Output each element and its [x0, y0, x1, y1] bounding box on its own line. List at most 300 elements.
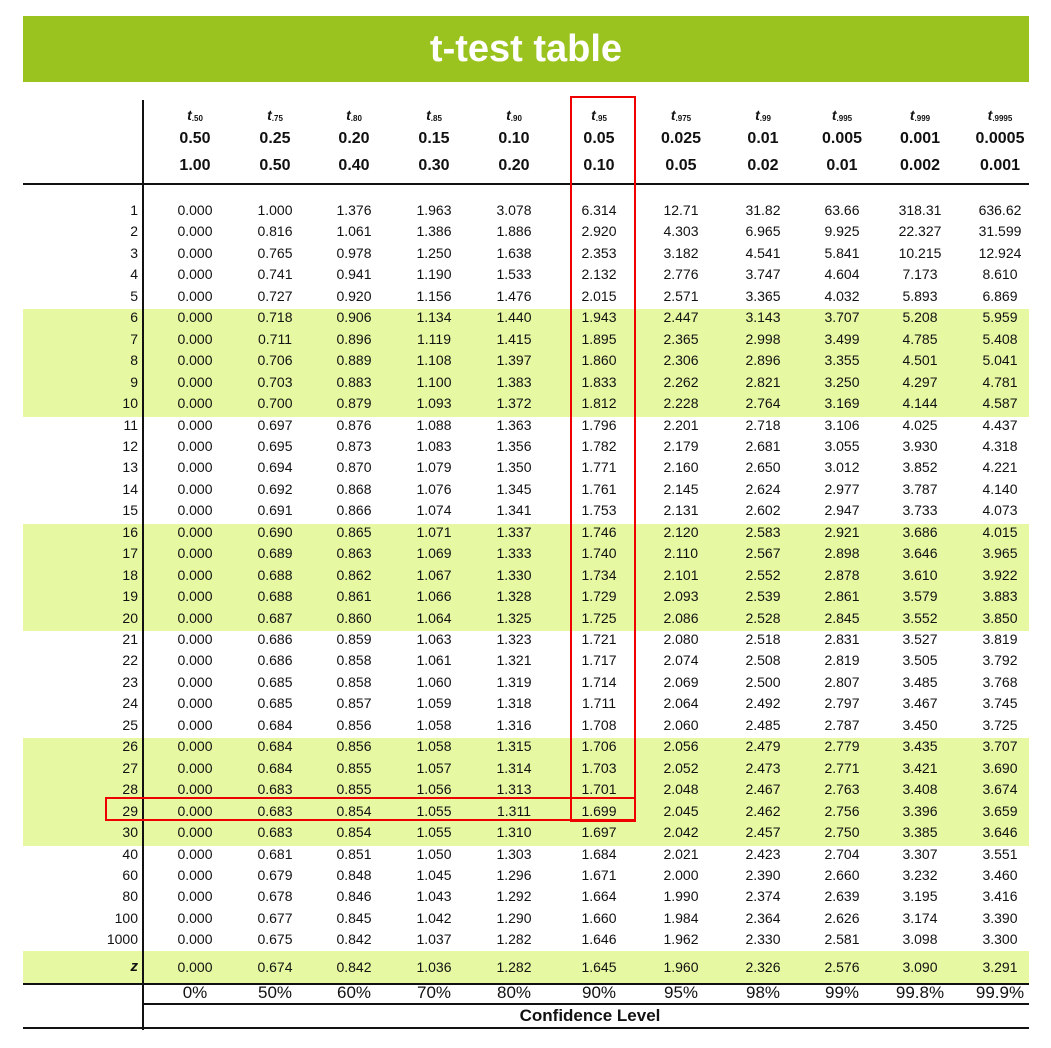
table-cell: 3.416	[982, 888, 1018, 905]
cum-prob-header	[960, 107, 1040, 123]
table-cell: 0.688	[257, 566, 293, 583]
table-cell: 1.156	[416, 287, 452, 304]
table-cell: 3.012	[824, 459, 860, 476]
table-cell: 1.684	[581, 845, 617, 862]
table-cell: 0.000	[177, 609, 213, 626]
table-cell: 2.528	[745, 609, 781, 626]
table-cell: 0.000	[177, 545, 213, 562]
bottom-rule	[23, 1027, 1029, 1029]
table-cell: 4.587	[982, 395, 1018, 412]
table-row	[0, 631, 1051, 653]
table-cell: 0.000	[177, 352, 213, 369]
table-cell: 2.423	[745, 845, 781, 862]
table-cell: 0.858	[336, 673, 372, 690]
cum-prob-subscript: .90	[510, 114, 522, 123]
table-cell: 2.473	[745, 759, 781, 776]
table-cell: 12.71	[663, 202, 699, 218]
table-cell: 0.855	[336, 781, 372, 798]
df-value: 4	[130, 266, 138, 283]
table-cell: 1.061	[336, 223, 372, 240]
table-cell: 4.032	[824, 287, 860, 304]
table-cell: 2.764	[745, 395, 781, 412]
table-cell: 0.691	[257, 502, 293, 519]
df-value: 60	[122, 866, 138, 883]
table-cell: 1.083	[416, 437, 452, 454]
t-symbol: t	[506, 107, 511, 123]
table-cell: 1.303	[496, 845, 532, 862]
table-cell: 2.845	[824, 609, 860, 626]
table-cell: 1.734	[581, 566, 617, 583]
table-cell: 0.683	[257, 802, 293, 819]
table-cell: 0.679	[257, 866, 293, 883]
confidence-level: 80%	[496, 983, 532, 1002]
table-cell: 0.000	[177, 931, 213, 948]
table-cell: 0.684	[257, 738, 293, 755]
table-cell: 2.145	[663, 480, 699, 497]
table-cell: 3.707	[824, 309, 860, 326]
table-cell: 1.134	[416, 309, 452, 326]
cum-prob-header	[641, 107, 721, 123]
table-cell: 3.733	[902, 502, 938, 519]
table-row	[0, 331, 1051, 353]
table-cell: 0.703	[257, 373, 293, 390]
table-row	[0, 695, 1051, 717]
cum-prob-header	[394, 107, 474, 123]
two-tails-value: 0.002	[899, 157, 941, 174]
table-cell: 2.660	[824, 866, 860, 883]
df-value: 40	[122, 845, 138, 862]
table-cell: 3.300	[982, 931, 1018, 948]
table-cell: 1.990	[663, 888, 699, 905]
table-cell: 1.671	[581, 866, 617, 883]
table-cell: 1.812	[581, 395, 617, 412]
table-cell: 2.228	[663, 395, 699, 412]
cum-prob-subscript: .85	[430, 114, 442, 123]
table-cell: 0.863	[336, 545, 372, 562]
one-tail-value: 0.20	[338, 130, 370, 147]
table-cell: 2.947	[824, 502, 860, 519]
z-value: 1.282	[496, 959, 532, 975]
df-value: 5	[130, 287, 138, 304]
table-cell: 3.707	[982, 738, 1018, 755]
two-tails-value: 0.30	[418, 157, 450, 174]
table-cell: 2.462	[745, 802, 781, 819]
table-cell: 1.646	[581, 931, 617, 948]
df-value: 6	[130, 309, 138, 326]
table-cell: 0.000	[177, 759, 213, 776]
table-cell: 0.000	[177, 373, 213, 390]
table-cell: 1.250	[416, 244, 452, 261]
table-cell: 1.771	[581, 459, 617, 476]
cum-prob-subscript: .99	[759, 114, 771, 123]
table-cell: 2.500	[745, 673, 781, 690]
table-cell: 2.718	[745, 416, 781, 433]
table-cell: 0.000	[177, 202, 213, 218]
table-row	[0, 309, 1051, 331]
table-cell: 0.854	[336, 802, 372, 819]
df-value: 7	[130, 330, 138, 347]
table-cell: 1.071	[416, 523, 452, 540]
table-cell: 3.505	[902, 652, 938, 669]
table-cell: 1.056	[416, 781, 452, 798]
table-cell: 1.064	[416, 609, 452, 626]
table-cell: 0.684	[257, 759, 293, 776]
table-cell: 1.316	[496, 716, 532, 733]
table-cell: 0.695	[257, 437, 293, 454]
table-cell: 3.659	[982, 802, 1018, 819]
header-rule	[23, 183, 1029, 185]
table-cell: 0.879	[336, 395, 372, 412]
table-cell: 1.119	[417, 330, 451, 347]
table-cell: 3.579	[902, 588, 938, 605]
table-cell: 3.485	[902, 673, 938, 690]
table-cell: 1.860	[581, 352, 617, 369]
df-value: 25	[122, 716, 138, 733]
table-cell: 1.833	[581, 373, 617, 390]
confidence-level: 0%	[182, 983, 208, 1002]
table-cell: 0.860	[336, 609, 372, 626]
z-value: 0.000	[177, 959, 213, 975]
two-tails-value: 0.20	[498, 157, 530, 174]
z-label: z	[130, 958, 138, 975]
table-cell: 1.341	[496, 502, 532, 519]
t-symbol: t	[831, 107, 837, 123]
table-cell: 1.325	[496, 609, 532, 626]
df-value: 22	[122, 652, 138, 669]
table-cell: 2.776	[663, 266, 699, 283]
table-cell: 0.889	[336, 352, 372, 369]
table-cell: 1.962	[663, 931, 699, 948]
table-cell: 1.310	[496, 824, 532, 841]
two-tails-value: 0.50	[259, 157, 291, 174]
df-value: 1000	[106, 931, 138, 948]
table-cell: 0.000	[177, 395, 213, 412]
df-value: 10	[122, 395, 138, 412]
table-cell: 1.063	[416, 631, 452, 647]
table-cell: 2.807	[824, 673, 860, 690]
confidence-level: 70%	[416, 983, 452, 1002]
table-cell: 1.318	[496, 695, 532, 712]
table-cell: 1.069	[416, 545, 452, 562]
confidence-rule	[142, 1003, 1029, 1005]
z-value: 1.645	[581, 959, 617, 975]
table-cell: 1.415	[496, 330, 532, 347]
table-cell: 2.756	[824, 802, 860, 819]
table-cell: 4.297	[902, 373, 938, 390]
table-cell: 3.460	[982, 866, 1018, 883]
table-cell: 7.173	[902, 266, 938, 283]
z-value: 1.036	[416, 959, 452, 975]
table-cell: 0.000	[177, 781, 213, 798]
table-cell: 3.106	[824, 416, 860, 433]
table-cell: 4.303	[663, 223, 699, 240]
table-cell: 2.306	[663, 352, 699, 369]
cum-prob-subscript: .80	[350, 114, 362, 123]
table-cell: 3.250	[824, 373, 860, 390]
table-cell: 1.356	[496, 437, 532, 454]
table-cell: 3.143	[745, 309, 781, 326]
table-cell: 0.677	[257, 909, 293, 926]
table-cell: 3.499	[824, 330, 860, 347]
two-tails-value: 1.00	[179, 157, 211, 174]
table-cell: 1.761	[581, 480, 617, 497]
table-cell: 5.408	[982, 330, 1018, 347]
table-cell: 3.610	[902, 566, 938, 583]
table-cell: 1.000	[257, 202, 293, 218]
table-cell: 3.232	[902, 866, 938, 883]
table-cell: 0.000	[177, 652, 213, 669]
table-cell: 0.688	[257, 588, 293, 605]
table-cell: 0.683	[257, 781, 293, 798]
table-cell: 1.290	[496, 909, 532, 926]
table-cell: 0.906	[336, 309, 372, 326]
df-value: 18	[122, 566, 138, 583]
table-cell: 2.681	[745, 437, 781, 454]
table-cell: 2.896	[745, 352, 781, 369]
table-cell: 1.319	[496, 673, 532, 690]
table-cell: 1.895	[581, 330, 617, 347]
table-cell: 2.467	[745, 781, 781, 798]
df-value: 28	[122, 781, 138, 798]
table-row	[0, 888, 1051, 910]
table-cell: 0.883	[336, 373, 372, 390]
table-cell: 1.383	[496, 373, 532, 390]
confidence-level: 95%	[663, 983, 699, 1002]
table-cell: 1.074	[416, 502, 452, 519]
table-cell: 0.862	[336, 566, 372, 583]
table-cell: 0.000	[177, 845, 213, 862]
table-cell: 0.000	[177, 459, 213, 476]
table-cell: 3.745	[982, 695, 1018, 712]
table-cell: 3.747	[745, 266, 781, 283]
table-cell: 2.998	[745, 330, 781, 347]
table-cell: 2.539	[745, 588, 781, 605]
table-cell: 1.397	[496, 352, 532, 369]
table-cell: 0.694	[257, 459, 293, 476]
table-cell: 1.721	[581, 631, 617, 647]
table-cell: 2.056	[663, 738, 699, 755]
table-cell: 1.057	[416, 759, 452, 776]
table-cell: 0.845	[336, 909, 372, 926]
table-cell: 2.704	[824, 845, 860, 862]
table-cell: 3.169	[824, 395, 860, 412]
table-cell: 1.638	[496, 244, 532, 261]
table-cell: 0.000	[177, 695, 213, 712]
t-symbol: t	[987, 107, 993, 123]
table-cell: 3.551	[982, 845, 1018, 862]
table-row	[0, 588, 1051, 610]
table-cell: 1.055	[416, 824, 452, 841]
table-cell: 2.750	[824, 824, 860, 841]
table-cell: 0.000	[177, 416, 213, 433]
table-cell: 2.479	[745, 738, 781, 755]
table-cell: 1.717	[581, 652, 617, 669]
cum-prob-header	[474, 107, 554, 123]
table-cell: 0.857	[336, 695, 372, 712]
table-cell: 2.518	[745, 631, 781, 647]
table-cell: 1.886	[496, 223, 532, 240]
table-cell: 1.108	[416, 352, 452, 369]
table-cell: 4.541	[745, 244, 781, 261]
df-value: 20	[122, 609, 138, 626]
cum-prob-header	[802, 107, 882, 123]
one-tail-value: 0.0005	[975, 130, 1025, 147]
t-symbol: t	[755, 107, 760, 123]
table-cell: 8.610	[982, 266, 1018, 283]
table-cell: 2.160	[663, 459, 699, 476]
table-cell: 1.943	[581, 309, 617, 326]
table-cell: 0.920	[336, 287, 372, 304]
table-cell: 0.000	[177, 523, 213, 540]
table-cell: 3.396	[902, 802, 938, 819]
two-tails-value: 0.05	[665, 157, 697, 174]
df-value: 80	[122, 888, 138, 905]
table-cell: 3.768	[982, 673, 1018, 690]
table-cell: 318.31	[898, 202, 942, 218]
table-cell: 1.386	[416, 223, 452, 240]
table-cell: 2.581	[824, 931, 860, 948]
table-cell: 1.476	[496, 287, 532, 304]
table-cell: 0.000	[177, 888, 213, 905]
table-cell: 0.765	[257, 244, 293, 261]
table-cell: 2.878	[824, 566, 860, 583]
table-cell: 3.385	[902, 824, 938, 841]
table-cell: 1.660	[581, 909, 617, 926]
table-cell: 3.883	[982, 588, 1018, 605]
table-cell: 0.856	[336, 716, 372, 733]
table-cell: 0.000	[177, 802, 213, 819]
table-cell: 3.098	[902, 931, 938, 948]
table-row	[0, 245, 1051, 267]
table-cell: 1.050	[416, 845, 452, 862]
confidence-level: 99%	[824, 983, 860, 1002]
table-cell: 1.782	[581, 437, 617, 454]
table-row	[0, 760, 1051, 782]
table-cell: 3.787	[902, 480, 938, 497]
table-cell: 1.753	[581, 502, 617, 519]
one-tail-value: 0.025	[660, 130, 702, 147]
table-cell: 0.687	[257, 609, 293, 626]
two-tails-value: 0.02	[747, 157, 779, 174]
table-cell: 1.045	[416, 866, 452, 883]
table-cell: 2.364	[745, 909, 781, 926]
table-cell: 31.82	[745, 202, 781, 218]
table-cell: 0.678	[257, 888, 293, 905]
table-cell: 1.058	[416, 738, 452, 755]
table-row	[0, 867, 1051, 889]
table-cell: 3.390	[982, 909, 1018, 926]
table-cell: 2.650	[745, 459, 781, 476]
table-row	[0, 910, 1051, 932]
table-cell: 1.963	[416, 202, 452, 218]
table-cell: 0.000	[177, 223, 213, 240]
cum-prob-header	[314, 107, 394, 123]
df-value: 16	[122, 523, 138, 540]
z-value: 1.960	[663, 959, 699, 975]
df-value: 19	[122, 588, 138, 605]
table-cell: 1.363	[496, 416, 532, 433]
table-cell: 2.262	[663, 373, 699, 390]
table-cell: 2.624	[745, 480, 781, 497]
table-cell: 3.852	[902, 459, 938, 476]
table-cell: 0.816	[257, 223, 293, 240]
table-cell: 1.313	[496, 781, 532, 798]
table-cell: 5.893	[902, 287, 938, 304]
two-tails-value: 0.10	[583, 157, 615, 174]
table-cell: 0.854	[336, 824, 372, 841]
df-value: 29	[122, 802, 138, 819]
table-cell: 0.873	[336, 437, 372, 454]
table-cell: 0.848	[336, 866, 372, 883]
confidence-level: 90%	[581, 983, 617, 1002]
table-row	[0, 202, 1051, 224]
table-cell: 1.282	[496, 931, 532, 948]
table-cell: 2.064	[663, 695, 699, 712]
cum-prob-header	[880, 107, 960, 123]
table-cell: 0.978	[336, 244, 372, 261]
table-cell: 3.078	[496, 202, 532, 218]
t-symbol: t	[591, 107, 596, 123]
table-cell: 1.060	[416, 673, 452, 690]
table-cell: 1.376	[336, 202, 372, 218]
table-row	[0, 223, 1051, 245]
one-tail-value: 0.01	[747, 130, 779, 147]
table-cell: 3.930	[902, 437, 938, 454]
table-cell: 1.796	[581, 416, 617, 433]
table-cell: 2.353	[581, 244, 617, 261]
table-cell: 2.101	[663, 566, 699, 583]
table-cell: 0.842	[336, 931, 372, 948]
z-value: 0.674	[257, 959, 293, 975]
table-cell: 1.088	[416, 416, 452, 433]
table-cell: 3.690	[982, 759, 1018, 776]
table-cell: 2.132	[581, 266, 617, 283]
cum-prob-subscript: .95	[595, 114, 607, 123]
table-row	[0, 417, 1051, 439]
table-cell: 3.182	[663, 244, 699, 261]
table-cell: 4.025	[902, 416, 938, 433]
table-cell: 2.977	[824, 480, 860, 497]
table-row	[0, 846, 1051, 868]
table-cell: 2.048	[663, 781, 699, 798]
table-cell: 0.000	[177, 566, 213, 583]
table-cell: 2.508	[745, 652, 781, 669]
table-cell: 0.711	[258, 330, 292, 347]
table-cell: 0.000	[177, 480, 213, 497]
table-row	[0, 567, 1051, 589]
table-cell: 9.925	[824, 223, 860, 240]
table-cell: 2.552	[745, 566, 781, 583]
table-cell: 2.000	[663, 866, 699, 883]
table-cell: 2.779	[824, 738, 860, 755]
table-cell: 0.727	[257, 287, 293, 304]
table-cell: 2.602	[745, 502, 781, 519]
table-cell: 3.307	[902, 845, 938, 862]
table-cell: 2.093	[663, 588, 699, 605]
t-symbol: t	[346, 107, 351, 123]
table-cell: 2.330	[745, 931, 781, 948]
table-cell: 3.819	[982, 631, 1018, 647]
highlight-column-box	[570, 96, 636, 822]
table-cell: 0.846	[336, 888, 372, 905]
table-cell: 0.000	[177, 909, 213, 926]
table-cell: 2.045	[663, 802, 699, 819]
table-cell: 2.447	[663, 309, 699, 326]
table-cell: 2.571	[663, 287, 699, 304]
table-cell: 1.067	[416, 566, 452, 583]
table-cell: 1.725	[581, 609, 617, 626]
table-cell: 2.771	[824, 759, 860, 776]
